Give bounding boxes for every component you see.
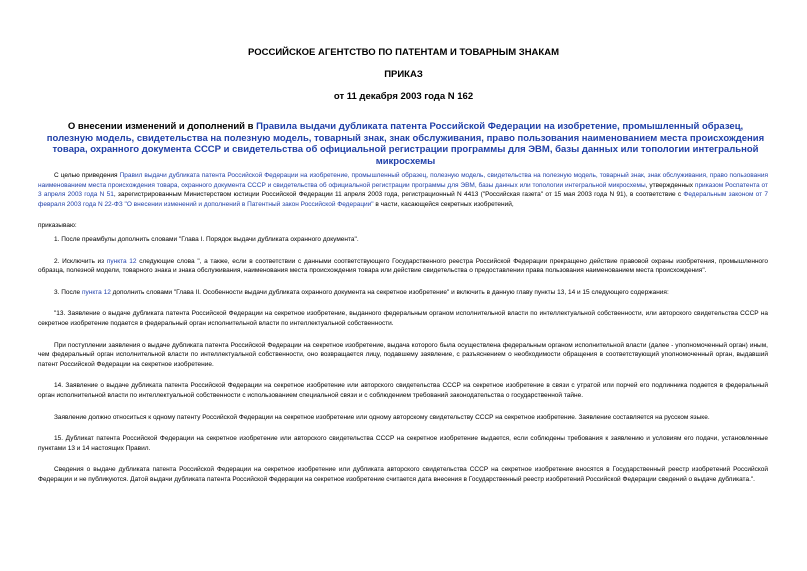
agency-heading: РОССИЙСКОЕ АГЕНТСТВО ПО ПАТЕНТАМ И ТОВАРНЫМ ЗНАКАМ <box>248 47 559 58</box>
item-2-text-2: следующие слова ", а также, если в соответствии с данными соответствующего Государственного реестра Российской Федерации прекращено действие правовой охраны изобретения, промышленного образца, полезной модели, товарного знака и знака обслуживания, наименования места происхождения товара или действие свидетельства о предоставлении права пользования наименованием места происхождения". <box>38 257 768 275</box>
clause-15-second: Сведения о выдаче дубликата патента Российской Федерации на секретное изобретение или дубликата авторского свидетельства СССР на секретное изобретение вносятся в Государственный реестр изобретений Российской Федерации и не публикуются. Датой выдачи дубликата патента Российской Федерации на секретное изобретение считается дата внесения в Государственный реестр изобретений Российской Федерации сведений о выдаче дубликата.". <box>38 466 768 483</box>
clause-14-second: Заявление должно относиться к одному патенту Российской Федерации на секретное изобретение или одному авторскому свидетельству СССР на секретное изобретение. Заявление составляется на русском языке. <box>54 413 710 421</box>
intro-paragraph <box>38 171 768 209</box>
document-title <box>44 121 767 167</box>
title-rules-link[interactable]: Правила выдачи дубликата патента Российской Федерации на изобретение, промышленный образец, полезную модель, свидетельства на полезную модель, товарный знак, знак обслуживания, право пользования наименованием места происхождения товара, охранного документа СССР и свидетельства об официальной регистрации программы для ЭВМ, базы данных или топологии интегральной микросхемы <box>46 121 765 167</box>
clause-14: 14. Заявление о выдаче дубликата патента Российской Федерации на секретное изобретение или авторского свидетельства СССР на секретное изобретение в связи с утратой или порчей его подлинника подается в федеральный орган исполнительной власти по интеллектуальной собственности с использованием специальной связи и с соблюдением требований законодательства о государственной тайне. <box>38 382 768 399</box>
item-3 <box>38 288 768 298</box>
order-heading: ПРИКАЗ <box>384 69 423 80</box>
clause-13-second: При поступлении заявления о выдаче дубликата патента Российской Федерации на секретное изобретение, выдача которого была осуществлена федеральным органом исполнительной власти (далее - уполномоченный орган) иным, чем федеральный орган исполнительной власти по интеллектуальной собственности, оно возвращается лицу, подавшему заявление, с разъяснением о необходимости обращения в соответствующий уполномоченный орган, выдавший патент Российской Федерации на секретное изобретение. <box>38 341 768 368</box>
item-1: 1. После преамбулы дополнить словами "Глава I. Порядок выдачи дубликата охранного документа". <box>54 235 359 243</box>
title-prefix: О внесении изменений и дополнений в <box>67 121 257 132</box>
item-2-text-1: 2. Исключить из <box>54 257 107 265</box>
order-51-link[interactable]: приказом Роспатента от 3 апреля 2003 года N 51 <box>38 181 768 199</box>
intro-text-4: в части, касающейся секретных изобретений, <box>373 200 514 208</box>
clause-13: "13. Заявление о выдаче дубликата патента Российской Федерации на секретное изобретение, выданного федеральным органом исполнительной власти по интеллектуальной собственности, или авторского свидетельства СССР на секретное изобретение подается в федеральный орган исполнительной власти по интеллектуальной собственности. <box>38 310 768 327</box>
intro-text-1: С целью приведения <box>54 172 120 179</box>
intro-text-2: , утвержденных <box>645 181 695 189</box>
item-3-text-1: 3. После <box>54 288 82 296</box>
item-3-text-2: дополнить словами "Глава II. Особенности выдачи дубликата охранного документа на секретное изобретение" и включить в данную главу пункты 13, 14 и 15 следующего содержания: <box>110 288 669 296</box>
clause-15: 15. Дубликат патента Российской Федерации на секретное изобретение или авторского свидетельства СССР на секретное изобретение выдается, если соблюдены требования к заявлению и условиям его подачи, установленные пунктами 13 и 14 настоящих Правил. <box>38 435 768 452</box>
item-3-point-12-link[interactable]: пункта 12 <box>81 288 111 296</box>
intro-text-3: , зарегистрированным Министерством юстиции Российской Федерации 11 апреля 2003 года, регистрационный N 4413 ("Российская газета" от 15 мая 2003 года N 91), в соответствие с <box>113 191 684 199</box>
federal-law-link[interactable]: Федеральным законом от 7 февраля 2003 года N 22-ФЗ "О внесении изменений и дополнений в Патентный закон Российской Федерации" <box>38 191 768 208</box>
rules-link[interactable]: Правил выдачи дубликата патента Российской Федерации на изобретение, промышленный образец, полезную модель, свидетельства на полезную модель, товарный знак, знак обслуживания, право пользования наименованием места происхождения товара, охранного документа СССР и свидетельства об официальной регистрации программы для ЭВМ, базы данных или топологии интегральной микросхемы <box>38 172 768 189</box>
item-2-point-12-link[interactable]: пункта 12 <box>106 257 137 265</box>
item-2 <box>38 257 768 276</box>
document-body <box>38 171 768 496</box>
order-word: приказываю: <box>38 222 77 230</box>
order-date: от 11 декабря 2003 года N 162 <box>333 91 474 102</box>
